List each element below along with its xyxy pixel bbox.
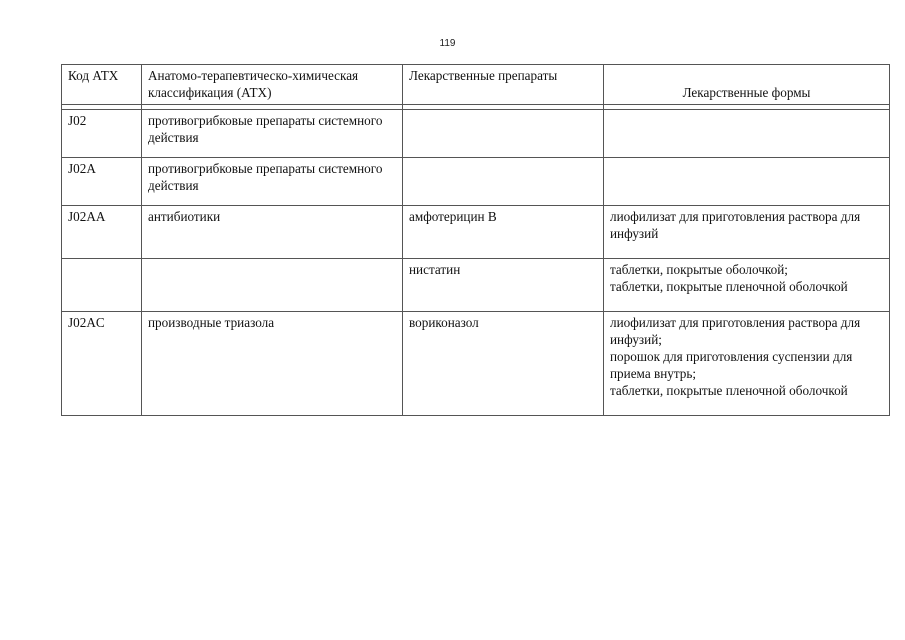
form-line: лиофилизат для приготовления раствора для инфузий;	[610, 315, 861, 347]
code-cell	[62, 259, 142, 312]
forms-cell	[604, 206, 890, 259]
table-row	[62, 259, 890, 312]
table-row	[62, 110, 890, 158]
form-line: таблетки, покрытые пленочной оболочкой	[610, 383, 848, 398]
drug-cell	[403, 110, 604, 158]
form-line: лиофилизат для приготовления раствора для инфузий	[610, 209, 861, 241]
atx-drug-table	[61, 64, 890, 416]
classification-cell: противогрибковые препараты системного действия	[142, 158, 403, 206]
drug-cell: нистатин	[403, 259, 604, 312]
code-cell: J02	[62, 110, 142, 158]
drug-cell: вориконазол	[403, 312, 604, 416]
page-number: 119	[439, 38, 456, 49]
forms-cell	[604, 158, 890, 206]
forms-cell	[604, 110, 890, 158]
form-line: таблетки, покрытые оболочкой;	[610, 262, 788, 277]
header-classification: Анатомо-терапевтическо-химическая классификация (АТХ)	[142, 65, 403, 105]
form-line: порошок для приготовления суспензии для приема внутрь;	[610, 349, 853, 381]
code-cell: J02AC	[62, 312, 142, 416]
forms-cell	[604, 259, 890, 312]
drug-cell: амфотерицин B	[403, 206, 604, 259]
classification-cell: противогрибковые препараты системного действия	[142, 110, 403, 158]
classification-cell: антибиотики	[142, 206, 403, 259]
header-drugs: Лекарственные препараты	[403, 65, 604, 105]
table-row	[62, 206, 890, 259]
header-code: Код АТХ	[62, 65, 142, 105]
drug-cell	[403, 158, 604, 206]
header-forms: Лекарственные формы	[604, 65, 890, 105]
form-line: таблетки, покрытые пленочной оболочкой	[610, 279, 848, 294]
classification-cell: производные триазола	[142, 312, 403, 416]
code-cell: J02AA	[62, 206, 142, 259]
forms-cell	[604, 312, 890, 416]
classification-cell	[142, 259, 403, 312]
table-row	[62, 158, 890, 206]
code-cell: J02A	[62, 158, 142, 206]
table-header-row	[62, 65, 890, 105]
table-row	[62, 312, 890, 416]
